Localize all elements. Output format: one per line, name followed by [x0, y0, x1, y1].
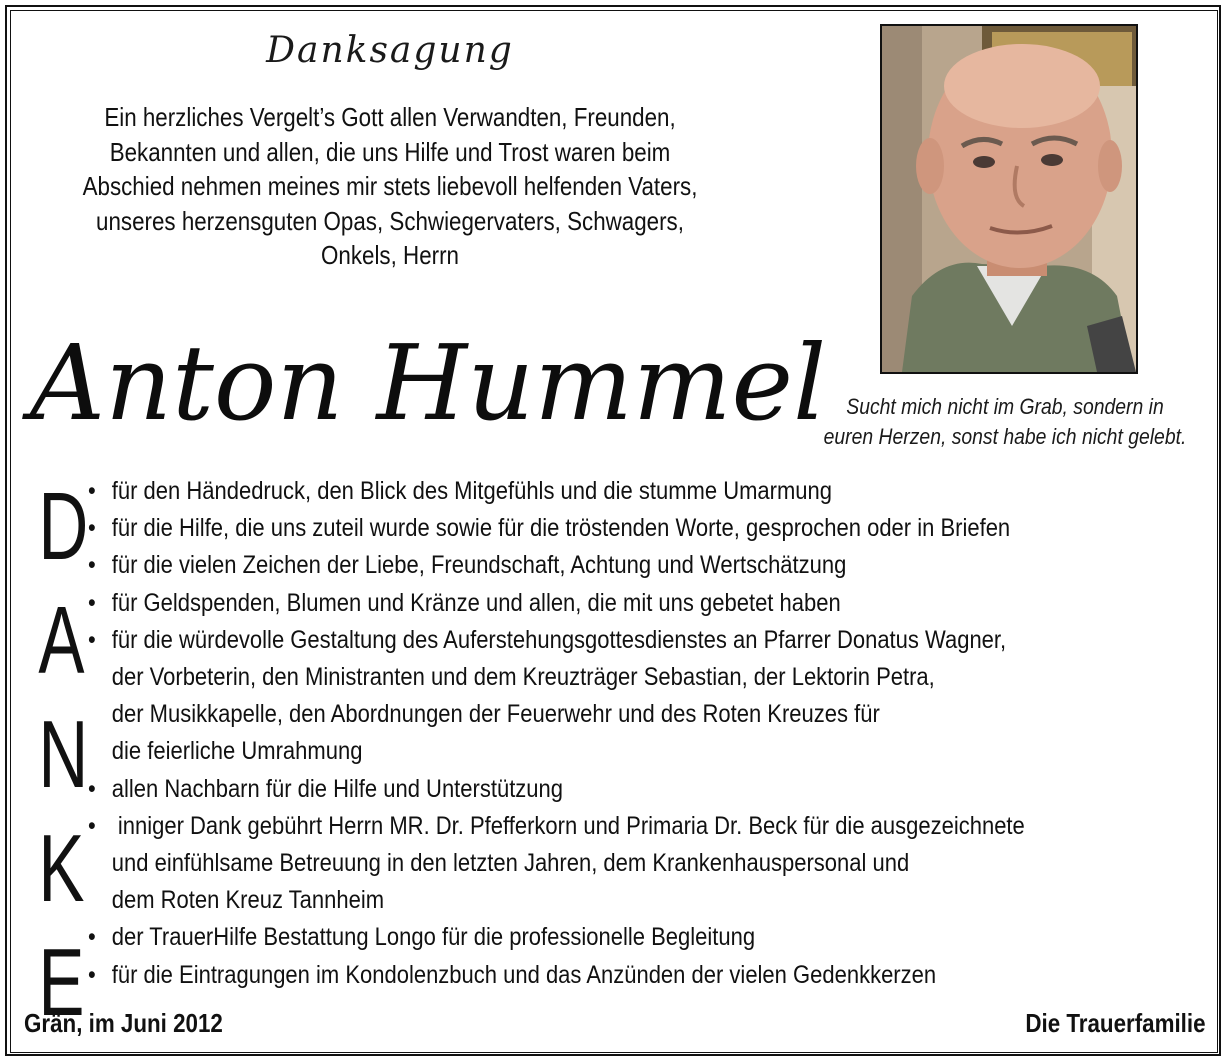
list-item-text: der Musikkapelle, den Abordnungen der Feuerwehr und des Roten Kreuzes für — [111, 700, 880, 729]
bullet-icon: • — [88, 774, 96, 803]
danke-letter: N — [38, 701, 89, 808]
danke-vertical — [30, 470, 90, 1040]
list-item-text: für die vielen Zeichen der Liebe, Freundschaft, Achtung und Wertschätzung — [111, 551, 847, 580]
bullet-icon: • — [88, 625, 96, 654]
list-item-text: dem Roten Kreuz Tannheim — [111, 886, 385, 915]
list-item-text: für Geldspenden, Blumen und Kränze und allen, die mit uns gebetet haben — [111, 588, 841, 617]
list-item — [88, 771, 1065, 808]
list-item-continuation — [88, 882, 1065, 919]
intro-line: Ein herzliches Vergelt’s Gott allen Verwandten, Freunden, — [104, 102, 676, 132]
danke-letter: D — [38, 473, 89, 580]
intro-line: unseres herzensguten Opas, Schwiegervaters, Schwagers, — [96, 205, 684, 236]
bullet-icon: • — [88, 588, 96, 617]
signature: Die Trauerfamilie — [1025, 1008, 1206, 1038]
list-item-text: für den Händedruck, den Blick des Mitgefühls und die stumme Umarmung — [111, 477, 833, 505]
list-item-continuation — [88, 696, 1065, 733]
portrait-illustration — [882, 26, 1136, 372]
list-item-text: für die Hilfe, die uns zuteil wurde sowie für die tröstenden Worte, gesprochen oder in Briefen — [111, 514, 1011, 543]
bullet-icon: • — [88, 960, 96, 989]
list-item-text: für die Eintragungen im Kondolenzbuch und das Anzünden der vielen Gedenkkerzen — [111, 960, 937, 989]
bullet-icon: • — [88, 811, 96, 840]
intro-text — [72, 100, 708, 273]
list-item — [88, 957, 1065, 994]
list-item-text: und einfühlsame Betreuung in den letzten Jahren, dem Krankenhauspersonal und — [111, 849, 910, 878]
heading: Danksagung — [266, 30, 514, 71]
list-item-text: der TrauerHilfe Bestattung Longo für die professionelle Begleitung — [111, 923, 756, 952]
deceased-name: Anton Hummel — [30, 322, 827, 444]
list-item — [88, 919, 1065, 956]
portrait-photo — [880, 24, 1138, 374]
quote — [816, 392, 1194, 452]
list-item-text: für die würdevolle Gestaltung des Auferstehungsgottesdienstes an Pfarrer Donatus Wagner, — [111, 625, 1007, 654]
list-item-text: der Vorbeterin, den Ministranten und dem Kreuzträger Sebastian, der Lektorin Petra, — [111, 663, 935, 692]
place-date: Grän, im Juni 2012 — [24, 1008, 223, 1038]
bullet-icon: • — [88, 477, 96, 505]
list-item-continuation — [88, 733, 1065, 770]
intro-line: Bekannten und allen, die uns Hilfe und Trost waren beim — [109, 136, 671, 167]
intro-line: Abschied nehmen meines mir stets liebevoll helfenden Vaters, — [82, 171, 698, 201]
bullet-icon: • — [88, 923, 96, 952]
thanks-list — [88, 473, 1198, 994]
list-item — [88, 510, 1065, 547]
list-item — [88, 585, 1065, 622]
danke-letter: K — [38, 815, 85, 922]
list-item — [88, 473, 1065, 510]
danke-letter: E — [38, 929, 85, 1036]
bullet-icon: • — [88, 514, 96, 543]
list-item — [88, 622, 1065, 659]
list-item-text: inniger Dank gebührt Herrn MR. Dr. Pfefferkorn und Primaria Dr. Beck für die ausgezeichnete — [111, 811, 1025, 840]
list-item — [88, 808, 1065, 845]
intro-line: Onkels, Herrn — [321, 240, 459, 270]
quote-line: Sucht mich nicht im Grab, sondern in — [846, 394, 1164, 419]
list-item-text: die feierliche Umrahmung — [111, 737, 363, 766]
bullet-icon: • — [88, 551, 96, 580]
danke-letter: A — [38, 587, 85, 694]
list-item-text: allen Nachbarn für die Hilfe und Unterstützung — [111, 774, 564, 803]
list-item-continuation — [88, 659, 1065, 696]
list-item-continuation — [88, 845, 1065, 882]
list-item — [88, 547, 1065, 584]
quote-line: euren Herzen, sonst habe ich nicht gelebt. — [823, 424, 1187, 449]
